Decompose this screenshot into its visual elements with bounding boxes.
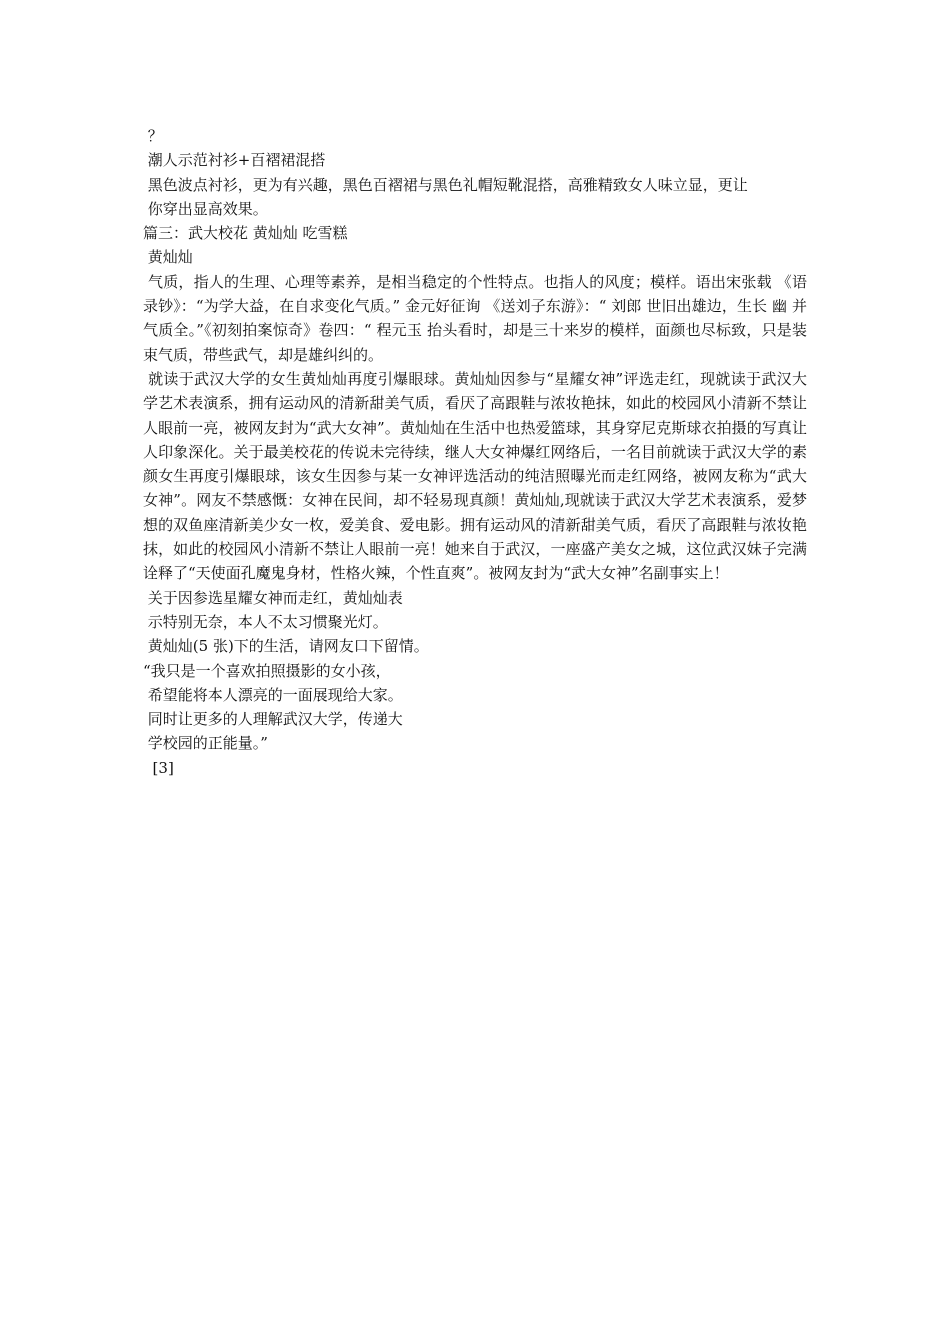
- temperament-paragraph: 气质，指人的生理、心理等素养，是相当稳定的个性特点。也指人的风度；模样。语出宋张载 《语录钞》：“为学大益，在自求变化气质。” 金元好征询 《送刘子东游》：“ 刘郎 世旧出雄边，生长 幽 并 气质全。”《初刻拍案惊奇》卷四：“ 程元玉 抬头看时，却是三十来岁的模样，面颜也尽标致，只是装束气质，带些武气，却是雄纠纠的。: [143, 272, 812, 364]
- fashion-text-continued: 你穿出显高效果。: [143, 199, 268, 218]
- fashion-text-part-1: 黑色波点衬衫，更为有兴趣，黑色百褶裙与黑色礼帽短靴混搭，高雅精致女人味立显，更让: [143, 175, 748, 194]
- quote-line-1: 关于因参选星耀女神而走红，黄灿灿表: [143, 588, 403, 607]
- document-body: [143, 124, 812, 780]
- question-mark-line: ？: [143, 127, 163, 145]
- main-paragraph: 就读于武汉大学的女生黄灿灿再度引爆眼球。黄灿灿因参与“星耀女神”评选走红，现就读于武汉大学艺术表演系，拥有运动风的清新甜美气质，看厌了高跟鞋与浓妆艳抹，如此的校园风小清新不禁让人眼前一亮，被网友封为“武大女神”。黄灿灿在生活中也热爱篮球，其身穿尼克斯球衣拍摄的写真让人印象深化。关于最美校花的传说未完待续，继人大女神爆红网络后，一名目前就读于武汉大学的素颜女生再度引爆眼球，该女生因参与某一女神评选活动的纯洁照曝光而走红网络，被网友称为“武大女神”。网友不禁感慨：女神在民间，却不轻易现真颜！黄灿灿,现就读于武汉大学艺术表演系，爱梦想的双鱼座清新美少女一枚，爱美食、爱电影。拥有运动风的清新甜美气质，看厌了高跟鞋与浓妆艳抹，如此的校园风小清新不禁让人眼前一亮！她来自于武汉，一座盛产美女之城，这位武汉妹子完满诠释了“天使面孔魔鬼身材，性格火辣，个性直爽”。被网友封为“武大女神”名副事实上！: [143, 369, 807, 583]
- quote-line-2: 示特别无奈，本人不太习惯聚光灯。: [143, 612, 388, 631]
- section-title: 篇三：武大校花 黄灿灿 吃雪糕: [143, 224, 348, 243]
- quote-line-4: “我只是一个喜欢拍照摄影的女小孩，: [143, 661, 391, 680]
- fashion-heading: 潮人示范衬衫+百褶裙混搭: [143, 151, 326, 170]
- fashion-text: [143, 173, 807, 197]
- quote-line-7: 学校园的正能量。”: [143, 734, 268, 753]
- quote-line-3: 黄灿灿(5 张)下的生活，请网友口下留情。: [143, 637, 429, 656]
- quote-line-6: 同时让更多的人理解武汉大学，传递大: [143, 710, 403, 729]
- reference-marker: [3]: [143, 758, 174, 777]
- quote-line-5: 希望能将本人漂亮的一面展现给大家。: [143, 685, 403, 704]
- person-name: 黄灿灿: [143, 248, 193, 267]
